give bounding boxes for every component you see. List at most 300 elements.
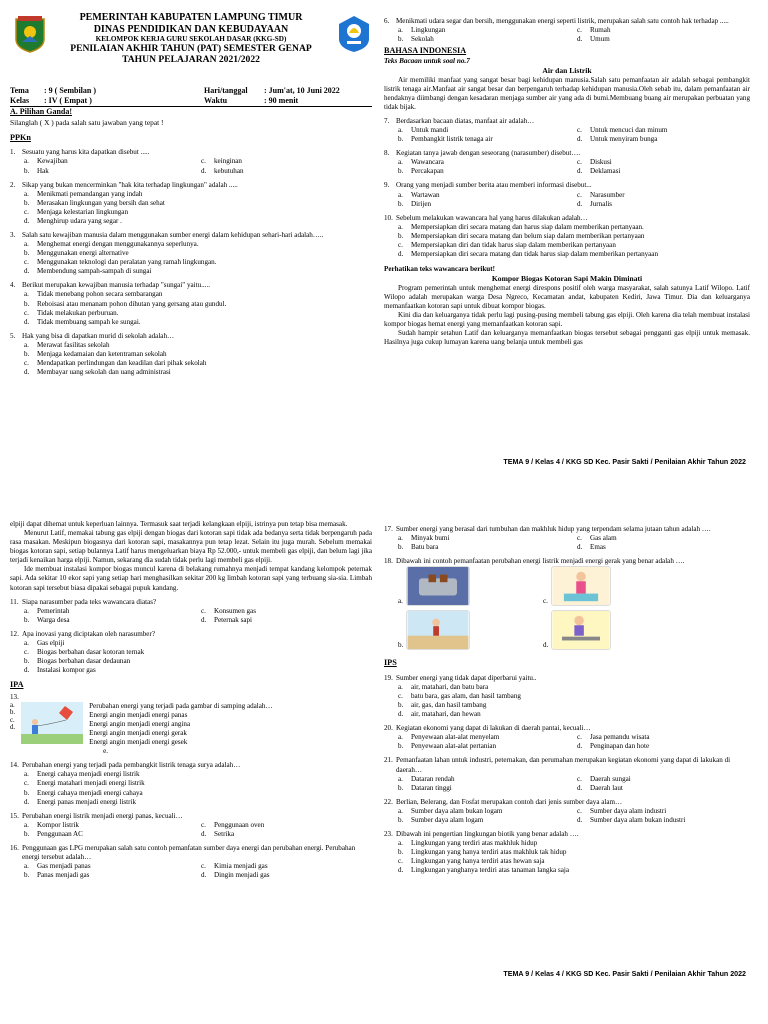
option-text: Mendapatkan perlindungan dan keadilan dari pihak sekolah — [37, 359, 207, 368]
answer-option[interactable] — [24, 862, 195, 871]
question-group-ips — [384, 674, 750, 876]
option-text: Menghirup udara yang segar . — [37, 216, 122, 225]
question-stem-row — [10, 598, 372, 607]
question-12 — [10, 630, 372, 675]
answer-option[interactable] — [24, 267, 372, 276]
option-letter: a. — [398, 158, 403, 167]
kelas-value: : IV ( Empat ) — [44, 95, 92, 105]
q18-label-c: c. — [543, 597, 548, 606]
option-letter: a. — [398, 190, 403, 199]
option-text: Untuk mencuci dan minum — [590, 126, 668, 135]
option-text: Peternak sapi — [214, 615, 253, 624]
answer-option[interactable] — [24, 779, 372, 788]
question-number: 21. — [384, 756, 393, 765]
q18-label-d: d. — [543, 641, 549, 650]
answer-option[interactable] — [577, 135, 750, 144]
answer-option[interactable] — [24, 821, 195, 830]
answer-option[interactable] — [24, 217, 372, 226]
option-letter: c. — [24, 258, 29, 267]
option-letter: c. — [24, 359, 29, 368]
option-letter: b. — [24, 615, 30, 624]
option-text: Sumber daya alam bukan logam — [411, 806, 503, 815]
question-number: 2. — [10, 180, 16, 189]
answer-option[interactable] — [24, 208, 372, 217]
option-text: air, matahari, dan batu bara — [411, 682, 489, 691]
option-letter: c. — [577, 806, 582, 815]
answer-option[interactable] — [398, 250, 750, 259]
answer-option[interactable] — [24, 309, 372, 318]
q13-option-d[interactable]: Energi angin menjadi energi gesek — [89, 738, 188, 747]
option-letter: a. — [24, 290, 29, 299]
question-6 — [384, 17, 750, 44]
option-text: Instalasi kompor gas — [37, 666, 96, 675]
option-letter: c. — [398, 857, 403, 866]
text-7-body: Air memiliki manfaat yang sangat besar bagi kehidupan manusia.Salah satu pemanfaatan air adalah sebagai pembangkit listrik tenaga air.Manfaat air sangat besar dan berpengaruh terhadap kehidupan manusia.Oleh sebab itu, dalam pemanfaatan air hendaknya diimbangi dengan kesadaran menjaga sumber air yang ada di bumi.Membuang buang air merupakan perbuatan yang tidak bijak. — [384, 75, 750, 111]
answer-option[interactable] — [577, 191, 750, 200]
option-letter: b. — [398, 543, 404, 552]
ironing-illustration-icon — [551, 610, 611, 650]
question-13-layout — [10, 693, 372, 702]
q13-option-a[interactable]: Energi angin menjadi energi panas — [89, 710, 188, 719]
answer-option[interactable] — [201, 821, 372, 830]
option-letter: d. — [577, 35, 583, 44]
q13-option-c[interactable]: Energi angin menjadi energi gerak — [89, 729, 187, 738]
question-number: 7. — [384, 116, 390, 125]
question-text: Orang yang menjadi sumber berita atau memberi informasi disebut... — [396, 181, 592, 190]
option-letter: d. — [24, 216, 30, 225]
option-letter: a. — [398, 774, 403, 783]
answer-option[interactable] — [398, 775, 571, 784]
option-letter: b. — [398, 783, 404, 792]
answer-option[interactable] — [577, 534, 750, 543]
answer-option[interactable] — [24, 368, 372, 377]
answer-option[interactable] — [398, 733, 571, 742]
option-text: Energi cahaya menjadi energi listrik — [37, 770, 140, 779]
question-stem-row — [10, 844, 372, 862]
q18-label-b: b. — [398, 641, 404, 650]
question-text: Sikap yang bukan mencerminkan "hak kita terhadap lingkungan" adalah ..... — [22, 180, 238, 189]
q18-option-b[interactable] — [398, 610, 539, 650]
answer-option[interactable] — [24, 798, 372, 807]
option-letter: b. — [398, 199, 404, 208]
option-letter: d. — [577, 199, 583, 208]
option-letter: c. — [24, 308, 29, 317]
question-stem-row — [10, 148, 372, 157]
answer-option[interactable] — [398, 866, 750, 875]
option-letter: b. — [24, 657, 30, 666]
question-13-stem: Perubahan energi yang terjadi pada gambar di samping adalah… — [89, 701, 273, 710]
option-letter: c. — [398, 240, 403, 249]
option-text: Daerah laut — [590, 783, 623, 792]
answer-option[interactable] — [398, 534, 571, 543]
option-text: Pembangkit listrik tenaga air — [411, 135, 493, 144]
option-letter: d. — [577, 742, 583, 751]
option-text: Lingkungan — [411, 26, 446, 35]
question-19 — [384, 674, 750, 719]
question-text: Berlian, Belerang, dan Fosfat merupakan contoh dari jenis sumber daya alam… — [396, 797, 623, 806]
answer-option[interactable] — [398, 807, 571, 816]
question-7 — [384, 117, 750, 144]
q18-option-a[interactable] — [398, 566, 539, 606]
question-number: 11. — [10, 597, 19, 606]
option-letter: b. — [24, 299, 30, 308]
answer-option[interactable] — [398, 857, 750, 866]
option-letter: d. — [201, 166, 207, 175]
answer-option[interactable] — [398, 742, 571, 751]
answer-option[interactable] — [398, 701, 750, 710]
interview-paragraph-3: Sudah hampir setahun Latif dan keluarganya memanfaatkan biogas tersebut sebagai pengganti gas elpiji untuk memasak. Hasilnya juga cukup lumayan karena uang belanja untuk membeli gas — [384, 329, 750, 347]
option-text: Mempersiapkan diri secara matang dan harus siap dalam memberikan pertanyaan. — [411, 222, 644, 231]
answer-option[interactable] — [398, 692, 750, 701]
question-text: Perubahan energi yang terjadi pada pembangkit listrik tenaga surya adalah… — [22, 761, 241, 770]
waktu-label: Waktu — [204, 95, 228, 105]
question-text: Berikut merupakan kewajiban manusia terhadap "sungai" yaitu..... — [22, 281, 211, 290]
question-stem-row — [384, 724, 750, 733]
question-text: Menikmati udara segar dan bersih, menggunakan energi seperti listrik, merupakan salah satu contoh hak terhadap ..... — [396, 17, 729, 25]
option-text: Kimia menjadi gas — [214, 862, 268, 871]
option-text: Mempersiapkan diri secara matang dan tidak harus siap dalam memberikan pertanyaan — [411, 250, 659, 258]
option-text: Jasa pemandu wisata — [590, 733, 650, 742]
waktu-value: : 90 menit — [264, 95, 299, 105]
answer-option[interactable] — [24, 258, 372, 267]
option-text: Energi panas menjadi energi listrik — [37, 797, 137, 806]
option-letter: c. — [577, 126, 582, 135]
option-letter: d. — [398, 250, 404, 258]
option-text: Narasumber — [590, 190, 625, 199]
answer-option[interactable] — [398, 710, 750, 719]
question-stem-row — [384, 17, 750, 26]
answer-option[interactable] — [24, 789, 372, 798]
q18-option-d[interactable] — [543, 610, 684, 650]
option-text: Daerah sungai — [590, 774, 631, 783]
answer-option[interactable] — [201, 167, 372, 176]
option-letter: d. — [577, 543, 583, 552]
option-letter: b. — [24, 198, 30, 207]
option-letter: d. — [24, 267, 30, 276]
answer-option[interactable] — [398, 26, 571, 35]
question-text: Sesuatu yang harus kita dapatkan disebut ..... — [22, 148, 150, 157]
answer-option[interactable] — [577, 543, 750, 552]
question-group-bindo — [384, 117, 750, 259]
answer-options — [384, 683, 750, 719]
option-text: Sumber daya alam logam — [411, 815, 484, 824]
option-text: Biogas berbahan dasar dedaunan — [37, 657, 131, 666]
question-text: Apa inovasi yang diciptakan oleh narasumber? — [22, 629, 155, 638]
answer-option[interactable] — [201, 830, 372, 839]
tema-value: : 9 ( Sembilan ) — [44, 86, 96, 95]
option-letter: c. — [24, 207, 29, 216]
answer-options — [10, 341, 372, 377]
answer-option[interactable] — [24, 350, 372, 359]
option-letter: a. — [24, 157, 29, 166]
question-13 — [10, 693, 372, 757]
answer-option[interactable] — [398, 35, 571, 44]
answer-option[interactable] — [24, 666, 372, 675]
header-line-2: DINAS PENDIDIKAN DAN KEBUDAYAAN — [93, 23, 289, 35]
question-2 — [10, 181, 372, 226]
question-17 — [384, 525, 750, 552]
answer-option[interactable] — [24, 240, 372, 249]
answer-options — [10, 290, 372, 326]
answer-options — [384, 534, 750, 552]
option-letter: c. — [577, 534, 582, 543]
header-line-1: PEMERINTAH KABUPATEN LAMPUNG TIMUR — [79, 12, 303, 23]
question-16 — [10, 844, 372, 880]
answer-option[interactable] — [24, 199, 372, 208]
page1-right-column — [384, 12, 750, 347]
option-text: Penyewaan alat-alat pertanian — [411, 742, 497, 751]
option-text: Rumah — [590, 26, 611, 35]
option-text: Umum — [590, 35, 610, 44]
answer-option[interactable] — [398, 191, 571, 200]
answer-option[interactable] — [398, 223, 750, 232]
answer-option[interactable] — [201, 616, 372, 625]
tema-label: Tema — [10, 86, 29, 95]
option-letter: b. — [398, 35, 404, 44]
answer-option[interactable] — [577, 807, 750, 816]
answer-option[interactable] — [398, 167, 571, 176]
answer-option[interactable] — [24, 657, 372, 666]
answer-option[interactable] — [24, 359, 372, 368]
answer-option[interactable] — [24, 290, 372, 299]
option-letter: c. — [577, 190, 582, 199]
question-text: Sebelum melakukan wawancara hal yang harus dilakukan adalah… — [396, 213, 588, 222]
answer-options — [384, 126, 750, 144]
answer-option[interactable] — [24, 770, 372, 779]
interview-passage-part-1 — [384, 284, 750, 348]
answer-option[interactable] — [577, 126, 750, 135]
answer-option[interactable] — [577, 784, 750, 793]
option-text: Warga desa — [37, 615, 70, 624]
option-text: Sekolah — [411, 35, 434, 44]
option-text: air, matahari, dan hewan — [411, 710, 481, 719]
option-letter: a. — [24, 862, 29, 871]
question-3 — [10, 231, 372, 276]
option-text: Biogas berbahan dasar kotoran ternak — [37, 648, 145, 657]
option-text: Menikmati pemandangan yang indah — [37, 189, 143, 198]
answer-option[interactable] — [24, 341, 372, 350]
option-text: Merasakan lingkungan yang bersih dan sehat — [37, 198, 165, 207]
option-text: Menggunakan energi alternative — [37, 249, 129, 258]
answer-option[interactable] — [398, 126, 571, 135]
option-text: Lingkungan yang hanya terdiri atas makhluk tak hidup — [411, 848, 567, 857]
question-number: 4. — [10, 281, 16, 290]
option-text: Penggunaan AC — [37, 829, 83, 838]
q18-option-c[interactable] — [543, 566, 684, 606]
question-stem-row — [10, 281, 372, 290]
answer-option[interactable] — [398, 543, 571, 552]
answer-option[interactable] — [24, 639, 372, 648]
interview-paragraph-4: elpiji dapat dihemat untuk keperluan lainnya. Termasuk saat terjadi kelangkaan elpiji, istrinya pun tetap bisa memasak. — [10, 520, 348, 528]
option-letter: b. — [398, 815, 404, 824]
question-number: 8. — [384, 149, 390, 158]
answer-options — [10, 190, 372, 226]
exam-meta — [10, 86, 372, 107]
option-letter: c. — [577, 158, 582, 167]
option-letter: b. — [398, 231, 404, 240]
option-letter: b. — [24, 871, 30, 880]
answer-option[interactable] — [577, 742, 750, 751]
option-text: Sumber daya alam bukan industri — [590, 815, 686, 824]
option-text: Reboisasi atau menanam pohon dihutan yang gersang atau gundul. — [37, 299, 227, 308]
interview-label: Perhatikan teks wawancara berikut! — [384, 265, 495, 274]
question-text: Salah satu kewajiban manusia dalam menggunakan sumber energi dalam kehidupan sehari-hari adalah….. — [22, 231, 324, 240]
answer-option[interactable] — [24, 318, 372, 327]
option-text: Menghemat energi dengan menggunakannya seperlunya. — [37, 240, 199, 249]
answer-option[interactable] — [577, 775, 750, 784]
option-text: Emas — [590, 543, 606, 552]
option-letter: d. — [398, 710, 404, 719]
option-text: Minyak bumi — [411, 534, 450, 543]
answer-option[interactable] — [24, 871, 195, 880]
question-21 — [384, 756, 750, 792]
question-20 — [384, 724, 750, 751]
question-stem-row — [10, 231, 372, 240]
answer-options — [10, 770, 372, 806]
question-8 — [384, 149, 750, 176]
answer-option[interactable] — [201, 607, 372, 616]
answer-option[interactable] — [24, 830, 195, 839]
answer-options — [384, 26, 750, 44]
option-letter: b. — [398, 848, 404, 857]
question-stem-row — [384, 557, 750, 566]
answer-option[interactable] — [398, 816, 571, 825]
answer-option[interactable] — [398, 241, 750, 250]
answer-option[interactable] — [24, 190, 372, 199]
answer-option[interactable] — [24, 300, 372, 309]
option-letter: a. — [398, 733, 403, 742]
answer-options — [10, 240, 372, 276]
option-text: Dataran rendah — [411, 774, 455, 783]
answer-options — [384, 733, 750, 751]
answer-option[interactable] — [201, 862, 372, 871]
toaster-illustration-icon — [406, 566, 470, 606]
question-18-pictures — [384, 566, 684, 650]
answer-option[interactable] — [577, 167, 750, 176]
q13-letter-c: c. — [10, 716, 15, 724]
q13-letter-a: a. — [10, 701, 15, 709]
question-number: 5. — [10, 331, 16, 340]
answer-option[interactable] — [24, 249, 372, 258]
option-text: Kompor listrik — [37, 820, 79, 829]
answer-option[interactable] — [24, 157, 195, 166]
option-letter: c. — [577, 26, 582, 35]
answer-option[interactable] — [24, 648, 372, 657]
option-text: Dirijen — [411, 199, 432, 208]
answer-option[interactable] — [398, 232, 750, 241]
q13-option-b[interactable]: Energi angin menjadi energi angina — [89, 719, 191, 728]
answer-option[interactable] — [398, 135, 571, 144]
answer-option[interactable] — [398, 158, 571, 167]
question-number: 16. — [10, 843, 19, 852]
farming-illustration-icon — [406, 610, 470, 650]
option-letter: a. — [398, 806, 403, 815]
option-text: Diskusi — [590, 158, 612, 167]
interview-paragraph-6: Ide membuat instalasi kompor biogas muncul karena di belakang rumahnya menjadi tempat kandang kelompok peternak sapi. Ada sekitar 10 ekor sapi yang setiap hari menghasilkan sekitar 200 kg limbah kotoran sapi yang terbuang sia-sia. Limbah kotoran sapi tersebut biasa dipakai sebagai pupuk kandang. — [10, 565, 372, 592]
question-15 — [10, 812, 372, 839]
option-letter: d. — [201, 615, 207, 624]
answer-option[interactable] — [24, 607, 195, 616]
hari-value: : Jum'at, 10 Juni 2022 — [264, 86, 340, 95]
option-letter: a. — [398, 839, 403, 848]
question-number: 6. — [384, 17, 390, 25]
answer-option[interactable] — [201, 871, 372, 880]
answer-option[interactable] — [24, 167, 195, 176]
question-number: 18. — [384, 557, 393, 566]
answer-option[interactable] — [577, 816, 750, 825]
option-text: Batu bara — [411, 543, 439, 552]
option-text: batu bara, gas alam, dan hasil tambang — [411, 691, 521, 700]
option-text: kebutuhan — [214, 166, 244, 175]
answer-option[interactable] — [577, 200, 750, 209]
option-text: Dingin menjadi gas — [214, 871, 270, 880]
option-letter: b. — [398, 135, 404, 144]
option-text: Konsumen gas — [214, 606, 256, 615]
text-7-passage — [384, 76, 750, 112]
option-letter: a. — [24, 240, 29, 249]
option-letter: c. — [201, 820, 206, 829]
question-text: Perubahan energi listrik menjadi energi panas, kecuali… — [22, 811, 183, 820]
answer-options — [384, 775, 750, 793]
answer-option[interactable] — [577, 35, 750, 44]
option-letter: d. — [577, 783, 583, 792]
option-text: Percakapan — [411, 167, 444, 176]
option-text: Tidak menebang pohon secara sembarangan — [37, 290, 163, 299]
answer-option[interactable] — [398, 839, 750, 848]
question-text: Sumber energi yang berasal dari tumbuhan dan makhluk hidup yang terpendam selama jutaan tahun adalah …. — [396, 525, 711, 533]
option-text: Jurnalis — [590, 199, 613, 208]
option-letter: a. — [398, 682, 403, 691]
question-10 — [384, 214, 750, 259]
option-text: Pemerintah — [37, 606, 70, 615]
option-text: Sumber daya alam industri — [590, 806, 667, 815]
answer-options — [384, 191, 750, 209]
answer-option[interactable] — [398, 683, 750, 692]
subject-bahasa-indonesia: BAHASA INDONESIA — [384, 46, 467, 56]
question-stem-row — [384, 181, 750, 190]
option-text: Tidak melakukan perburuan. — [37, 308, 119, 317]
answer-option[interactable] — [577, 26, 750, 35]
option-letter: b. — [24, 166, 30, 175]
option-text: Lingkungan yang terdiri atas makhluk hidup — [411, 839, 538, 848]
answer-option[interactable] — [577, 158, 750, 167]
question-number: 17. — [384, 525, 393, 533]
cooking-illustration-icon — [551, 566, 611, 606]
option-text: Gas alam — [590, 534, 617, 543]
question-number-13: 13. — [10, 692, 19, 701]
option-text: Lingkungan yang hanya terdiri atas hewan saja — [411, 857, 545, 866]
page-footer: TEMA 9 / Kelas 4 / KKG SD Kec. Pasir Sakti / Penilaian Akhir Tahun 2022 — [503, 457, 746, 466]
answer-option[interactable] — [398, 848, 750, 857]
option-text: Lingkungan yanghanya terdiri atas tanaman langka saja — [411, 866, 569, 875]
answer-option[interactable] — [398, 784, 571, 793]
option-letter: b. — [24, 788, 30, 797]
answer-option[interactable] — [398, 200, 571, 209]
question-number: 22. — [384, 797, 393, 806]
option-text: Gas menjadi panas — [37, 862, 91, 871]
question-stem-row — [384, 117, 750, 126]
question-4 — [10, 281, 372, 326]
answer-option[interactable] — [24, 616, 195, 625]
option-letter: d. — [201, 871, 207, 880]
answer-option[interactable] — [201, 157, 372, 166]
option-letter: c. — [201, 157, 206, 166]
option-text: Mempersiapkan diri dan tidak harus siap dalam memberikan pertanyaan — [411, 240, 616, 249]
interview-paragraph-2: Kini dia dan keluarganya tidak perlu lagi pusing-pusing membeli tabung gas elpiji. Oleh karena dia telah membuat instalasi kompor biogas hemat energi yang memanfaatkan kotoran sapi. — [384, 311, 750, 329]
answer-option[interactable] — [577, 733, 750, 742]
interview-title: Kompor Biogas Kotoran Sapi Makin Diminati — [491, 274, 643, 284]
option-text: Membayar uang sekolah dan uang administrasi — [37, 368, 171, 377]
